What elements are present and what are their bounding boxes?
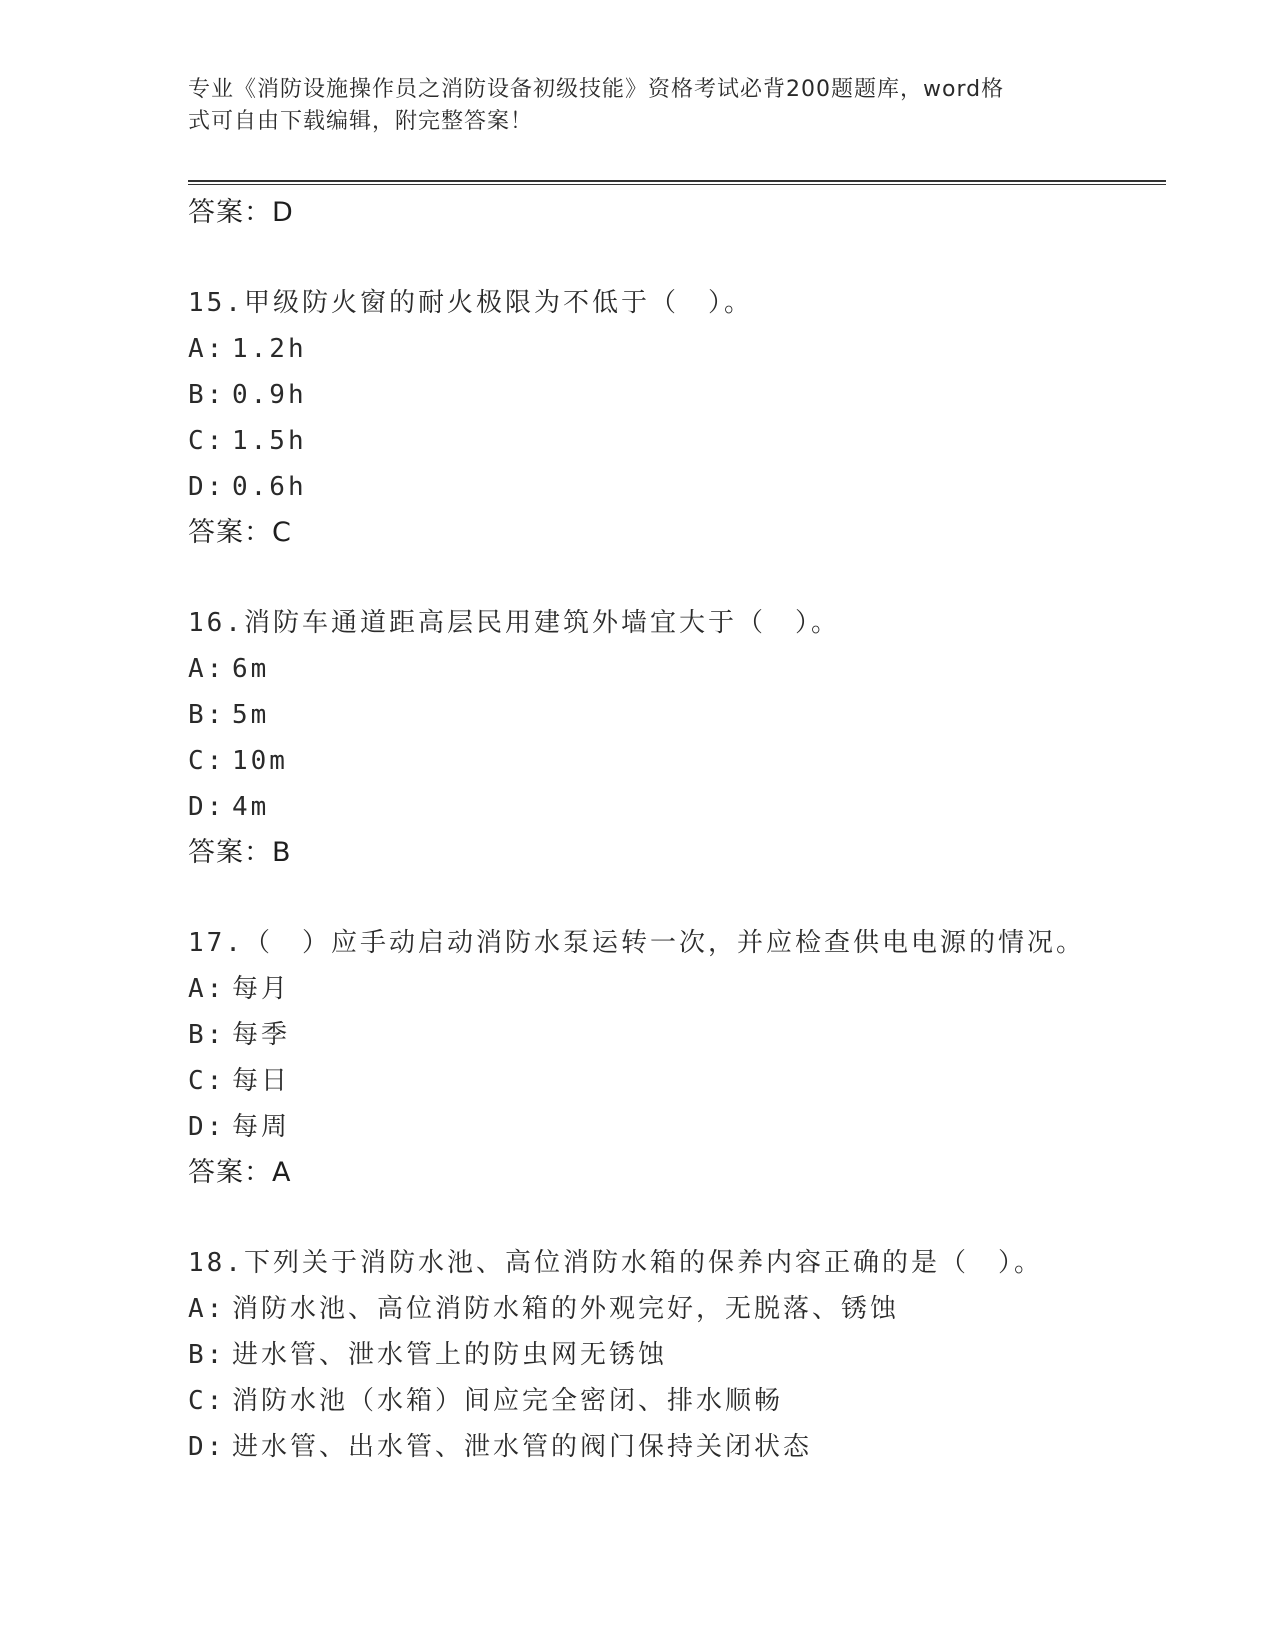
- option-a: [188, 966, 1148, 1012]
- option-key: D:: [188, 1432, 226, 1462]
- option-key: B:: [188, 1340, 226, 1370]
- option-key: C:: [188, 746, 226, 776]
- option-key: B:: [188, 1020, 226, 1050]
- option-value: 进水管、出水管、泄水管的阀门保持关闭状态: [232, 1432, 813, 1462]
- option-value: 每周: [232, 1112, 291, 1142]
- option-value: 6m: [232, 654, 270, 684]
- document-header: [188, 74, 1068, 138]
- question-list: [188, 190, 1148, 1470]
- question-block: [188, 1240, 1148, 1470]
- option-d: [188, 1424, 1148, 1470]
- option-key: D:: [188, 1112, 226, 1142]
- option-a: [188, 1286, 1148, 1332]
- option-c: [188, 738, 1148, 784]
- option-value: 消防水池、高位消防水箱的外观完好，无脱落、锈蚀: [232, 1294, 900, 1324]
- option-key: D:: [188, 792, 226, 822]
- option-value: 1.2h: [232, 334, 307, 364]
- option-b: [188, 692, 1148, 738]
- answer-line: 答案：A: [188, 1157, 292, 1188]
- option-key: A:: [188, 974, 226, 1004]
- option-key: D:: [188, 472, 226, 502]
- question-block: [188, 920, 1148, 1196]
- header-line-2: 式可自由下载编辑，附完整答案！: [188, 109, 534, 134]
- option-key: B:: [188, 380, 226, 410]
- option-c: [188, 1058, 1148, 1104]
- question-text: 18.下列关于消防水池、高位消防水箱的保养内容正确的是（ ）。: [188, 1248, 1043, 1278]
- question-block: [188, 600, 1148, 876]
- option-value: 4m: [232, 792, 270, 822]
- option-b: [188, 1332, 1148, 1378]
- option-value: 进水管、泄水管上的防虫网无锈蚀: [232, 1340, 668, 1370]
- option-c: [188, 418, 1148, 464]
- option-key: B:: [188, 700, 226, 730]
- option-b: [188, 372, 1148, 418]
- header-line-1: 专业《消防设施操作员之消防设备初级技能》资格考试必背200题题库，word格: [188, 77, 1005, 102]
- option-d: [188, 464, 1148, 510]
- spacer: [188, 1196, 1148, 1240]
- spacer: [188, 876, 1148, 920]
- header-divider-thin: [188, 184, 1166, 185]
- option-value: 每季: [232, 1020, 291, 1050]
- answer-line: 答案：B: [188, 837, 292, 868]
- option-a: [188, 646, 1148, 692]
- option-value: 1.5h: [232, 426, 307, 456]
- option-key: A:: [188, 654, 226, 684]
- option-value: 每日: [232, 1066, 291, 1096]
- question-text: 15.甲级防火窗的耐火极限为不低于（ ）。: [188, 288, 753, 318]
- spacer: [188, 236, 1148, 280]
- spacer: [188, 556, 1148, 600]
- option-value: 每月: [232, 974, 291, 1004]
- option-c: [188, 1378, 1148, 1424]
- option-value: 10m: [232, 746, 288, 776]
- option-key: C:: [188, 426, 226, 456]
- question-text: 16.消防车通道距高层民用建筑外墙宜大于（ ）。: [188, 608, 840, 638]
- option-key: C:: [188, 1386, 226, 1416]
- option-d: [188, 784, 1148, 830]
- question-text: 17.（ ）应手动启动消防水泵运转一次，并应检查供电电源的情况。: [188, 928, 1085, 958]
- option-value: 5m: [232, 700, 270, 730]
- option-a: [188, 326, 1148, 372]
- header-divider-thick: [188, 180, 1166, 182]
- option-d: [188, 1104, 1148, 1150]
- option-key: C:: [188, 1066, 226, 1096]
- option-key: A:: [188, 1294, 226, 1324]
- answer-line: 答案：D: [188, 197, 294, 228]
- question-block: [188, 280, 1148, 556]
- option-value: 0.6h: [232, 472, 307, 502]
- option-value: 消防水池（水箱）间应完全密闭、排水顺畅: [232, 1386, 784, 1416]
- option-value: 0.9h: [232, 380, 307, 410]
- option-key: A:: [188, 334, 226, 364]
- option-b: [188, 1012, 1148, 1058]
- answer-line: 答案：C: [188, 517, 292, 548]
